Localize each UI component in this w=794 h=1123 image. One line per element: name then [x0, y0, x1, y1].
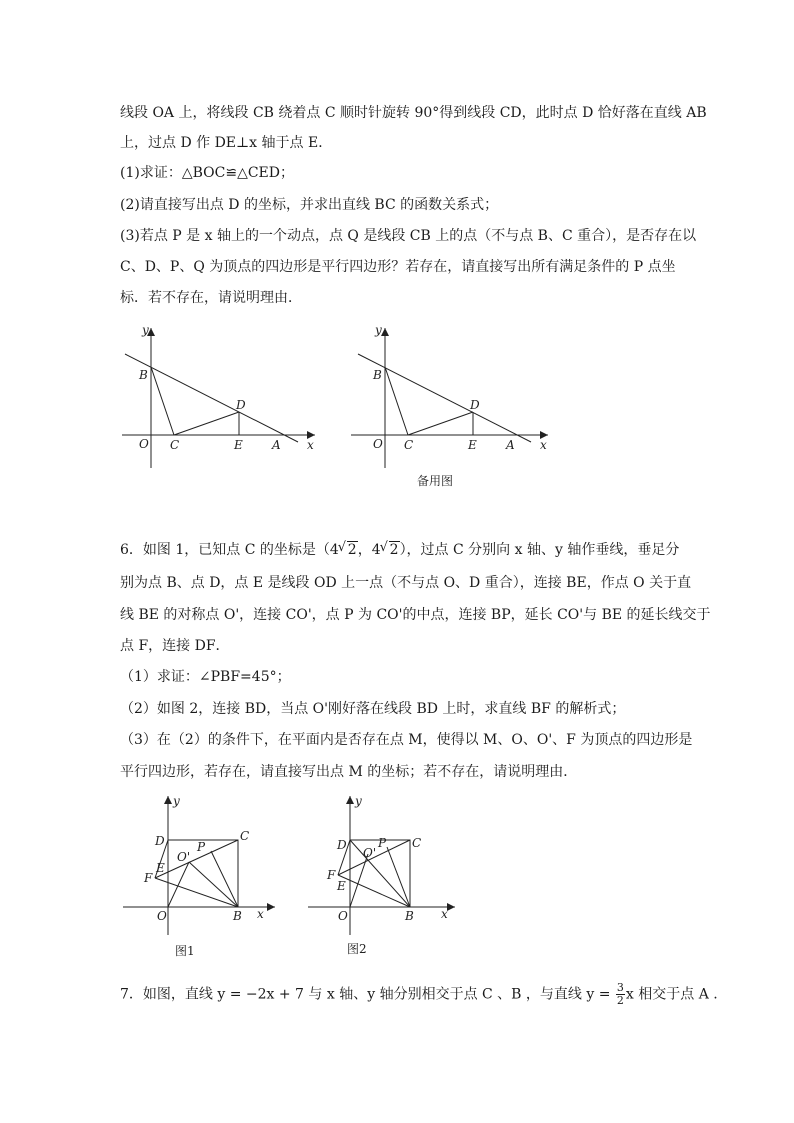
- p6-fig2-caption: 图2: [347, 942, 367, 956]
- p6-q3a: （3）在（2）的条件下，在平面内是否存在点 M，使得以 M、O、O'、F 为顶点的四边形是: [120, 732, 693, 748]
- p5-q3a: (3)若点 P 是 x 轴上的一个动点，点 Q 是线段 CB 上的点（不与点 B、C 重合），是否存在以: [120, 228, 697, 244]
- segment-oo1: [168, 862, 189, 907]
- label-c: C: [240, 829, 250, 843]
- label-c: C: [412, 836, 422, 850]
- label-b: B: [139, 368, 148, 382]
- label-d: D: [236, 398, 246, 412]
- radicand: 2: [347, 542, 357, 558]
- label-x: x: [540, 438, 547, 452]
- p6-q2: （2）如图 2，连接 BD，当点 O'刚好落在线段 BD 上时，求直线 BF 的解析式；: [120, 701, 626, 717]
- line-bf: [155, 878, 238, 907]
- p6-fig1-caption: 图1: [175, 944, 195, 958]
- label-o: O: [373, 437, 383, 451]
- label-o-prime: O': [363, 846, 377, 860]
- label-e: E: [156, 861, 165, 875]
- label-d: D: [470, 398, 480, 412]
- label-a: A: [272, 438, 281, 452]
- label-o: O: [338, 909, 348, 923]
- fraction-3-2: [616, 982, 625, 1007]
- line-ab: [358, 354, 531, 442]
- p5-fig-caption: 备用图: [417, 474, 454, 488]
- sqrt-2-b: [381, 540, 400, 560]
- sqrt-2-a: [339, 540, 358, 560]
- p6-line4: 点 F，连接 DF．: [120, 638, 230, 654]
- p7-pre: 7．如图，直线 y = −2x + 7 与 x 轴、y 轴分别相交于点 C 、B ，与直线 y =: [120, 986, 615, 1003]
- p6-line3: 线 BE 的对称点 O'，连接 CO'，点 P 为 CO'的中点，连接 BP，延长 CO'与 BE 的延长线交于: [120, 607, 711, 623]
- label-p: P: [378, 836, 387, 850]
- p6-figure-1: [115, 790, 290, 965]
- segment-cd: [174, 412, 239, 435]
- p5-figure-main: [110, 320, 330, 470]
- p5-q2: (2)请直接写出点 D 的坐标，并求出直线 BC 的函数关系式；: [120, 197, 499, 213]
- label-e: E: [234, 438, 243, 452]
- label-b: B: [405, 909, 414, 923]
- p6-figure-2: [300, 790, 475, 965]
- label-c: C: [404, 438, 414, 452]
- label-x: x: [307, 438, 314, 452]
- p5-line2: 上，过点 D 作 DE⊥x 轴于点 E．: [120, 135, 333, 151]
- p7-line: [120, 982, 718, 1007]
- label-b: B: [373, 368, 382, 382]
- p6-q3b: 平行四边形，若存在，请直接写出点 M 的坐标；若不存在，请说明理由．: [120, 764, 578, 780]
- label-e: E: [468, 438, 477, 452]
- label-y: y: [375, 323, 382, 337]
- p6-q1: （1）求证：∠PBF=45°；: [120, 669, 291, 685]
- label-y: y: [173, 794, 180, 808]
- segment-oo1: [350, 854, 368, 907]
- label-o-prime: O': [177, 850, 191, 864]
- p7-post: x 相交于点 A .: [625, 986, 718, 1003]
- label-y: y: [355, 794, 362, 808]
- p5-q3c: 标．若不存在，请说明理由．: [120, 290, 302, 306]
- segment-bd: [350, 840, 410, 907]
- label-d: D: [155, 834, 165, 848]
- label-a: A: [506, 438, 515, 452]
- p6-line1-mid: ，4: [357, 542, 381, 558]
- fraction-denominator: 2: [616, 994, 624, 1007]
- label-x: x: [257, 907, 264, 921]
- label-y: y: [142, 323, 149, 337]
- segment-o1b: [189, 862, 238, 907]
- label-e: E: [337, 879, 346, 893]
- label-f: F: [327, 868, 336, 882]
- label-f: F: [144, 871, 153, 885]
- p6-line2: 别为点 B、点 D，点 E 是线段 OD 上一点（不与点 O、D 重合），连接 BE，作点 O 关于直: [120, 575, 692, 591]
- fraction-numerator: 3: [616, 981, 624, 994]
- p5-q1: (1)求证：△BOC≌△CED；: [120, 165, 294, 181]
- label-p: P: [197, 840, 206, 854]
- radicand: 2: [389, 542, 399, 558]
- p6-line1: [120, 540, 680, 560]
- label-o: O: [157, 909, 167, 923]
- label-c: C: [170, 438, 180, 452]
- p5-line1: 线段 OA 上，将线段 CB 绕着点 C 顺时针旋转 90°得到线段 CD，此时点 D 恰好落在直线 AB: [120, 105, 707, 121]
- p5-q3b: C、D、P、Q 为顶点的四边形是平行四边形？若存在，请直接写出所有满足条件的 P 点坐: [120, 259, 676, 275]
- p6-line1-pre: 6．如图 1，已知点 C 的坐标是（4: [120, 542, 339, 558]
- p6-line1-post: ），过点 C 分别向 x 轴、y 轴作垂线，垂足分: [399, 542, 680, 558]
- p5-figure-backup: [343, 320, 563, 488]
- label-x: x: [441, 907, 448, 921]
- label-o: O: [139, 437, 149, 451]
- label-b: B: [233, 909, 242, 923]
- segment-cd: [408, 412, 473, 435]
- label-d: D: [337, 838, 347, 852]
